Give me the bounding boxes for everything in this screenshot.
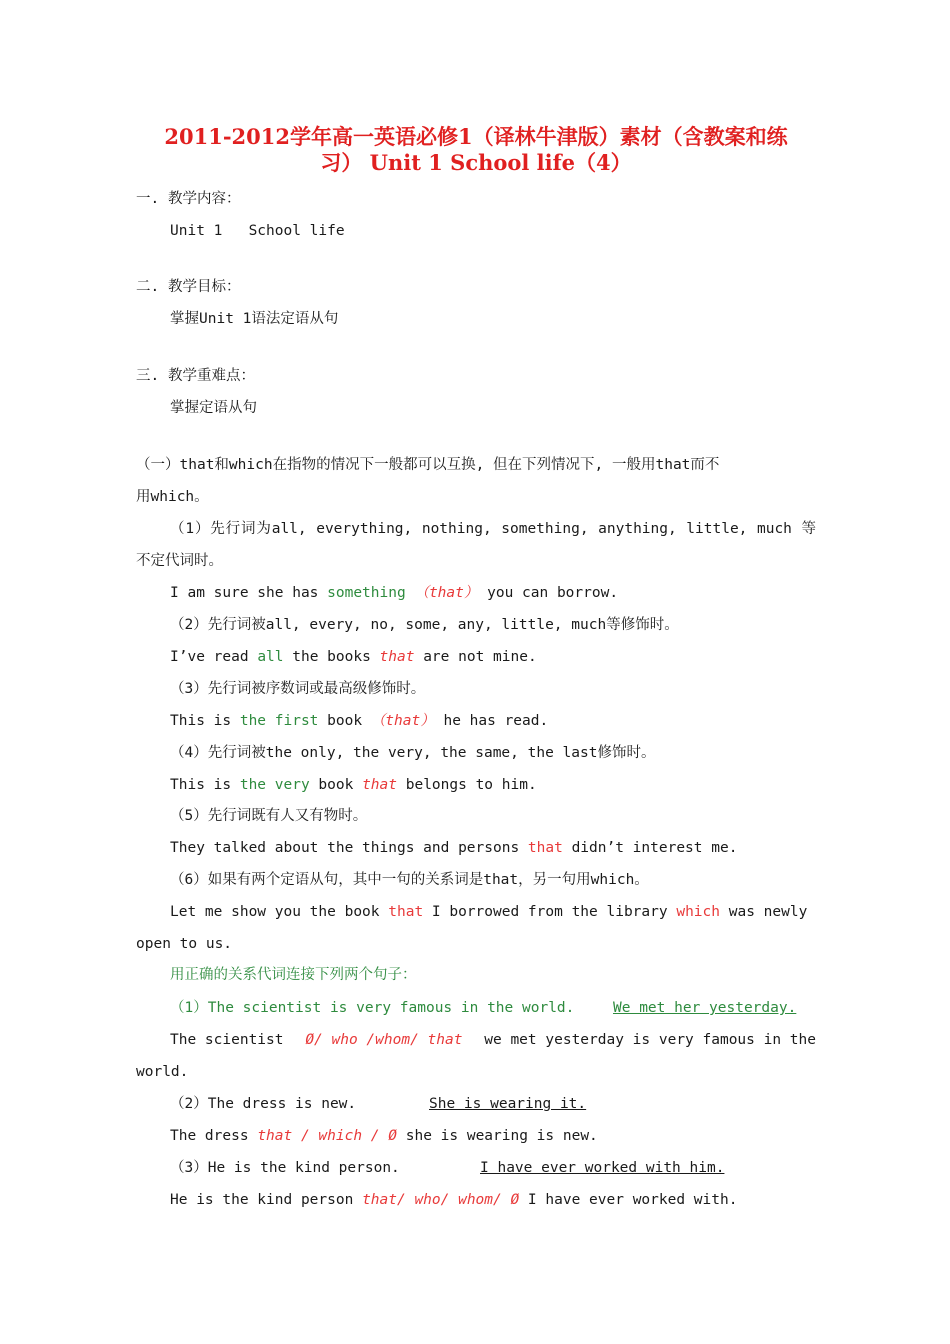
intro-line2: 用which。 (136, 489, 209, 505)
exercise-question3: （3）He is the kind person. I have ever worked with him. (170, 1160, 725, 1176)
example1: I am sure she has something （that） you can borrow. (170, 585, 619, 601)
exercise-question1: （1）The scientist is very famous in the world. We met her yesterday. (170, 1000, 797, 1016)
rule1-line2: 不定代词时。 (136, 553, 223, 569)
exercise-question2: （2）The dress is new. She is wearing it. (170, 1096, 587, 1112)
document-title-line2: 习） Unit 1 School life（4） (320, 150, 632, 175)
rule6: （6）如果有两个定语从句，其中一句的关系词是that，另一句用which。 (170, 872, 649, 888)
section2-body: 掌握Unit 1语法定语从句 (170, 311, 339, 327)
example2: I’ve read all the books that are not mine. (170, 649, 537, 665)
example4: This is the very book that belongs to him. (170, 777, 537, 793)
rule5: （5）先行词既有人又有物时。 (170, 808, 368, 824)
exercise-heading: 用正确的关系代词连接下列两个句子： (170, 967, 417, 983)
section1-body: Unit 1 School life (170, 223, 345, 239)
section3-heading: 三. 教学重难点： (136, 368, 255, 384)
exercise-answer1-line2: world. (136, 1064, 189, 1080)
intro-line1: （一）that和which在指物的情况下一般都可以互换, 但在下列情况下, 一般用that而不 (136, 457, 720, 473)
rule3: （3）先行词被序数词或最高级修饰时。 (170, 681, 426, 697)
example6-line1: Let me show you the book that I borrowed from the library which was newly (170, 904, 808, 920)
section2-heading: 二. 教学目标： (136, 279, 241, 295)
rule4: （4）先行词被the only, the very, the same, the last修饰时。 (170, 745, 656, 761)
rule2: （2）先行词被all, every, no, some, any, little, much等修饰时。 (170, 617, 679, 633)
example3: This is the first book （that） he has read. (170, 713, 549, 729)
rule1-line1: （1）先行词为all, everything, nothing, something, anything, little, much 等 (170, 521, 816, 537)
example6-line2: open to us. (136, 936, 233, 952)
exercise-answer1-line1: The scientist Ø/ who /whom/ that we met yesterday is very famous in the (170, 1032, 816, 1048)
section3-body: 掌握定语从句 (170, 400, 257, 416)
exercise-answer2: The dress that / which / Ø she is wearing is new. (170, 1128, 598, 1144)
document-title-line1: 2011-2012学年高一英语必修1（译林牛津版）素材（含教案和练 (164, 124, 788, 149)
section1-heading: 一. 教学内容： (136, 191, 241, 207)
example5: They talked about the things and persons that didn’t interest me. (170, 840, 738, 856)
exercise-answer3: He is the kind person that/ who/ whom/ Ø I have ever worked with. (170, 1192, 738, 1208)
